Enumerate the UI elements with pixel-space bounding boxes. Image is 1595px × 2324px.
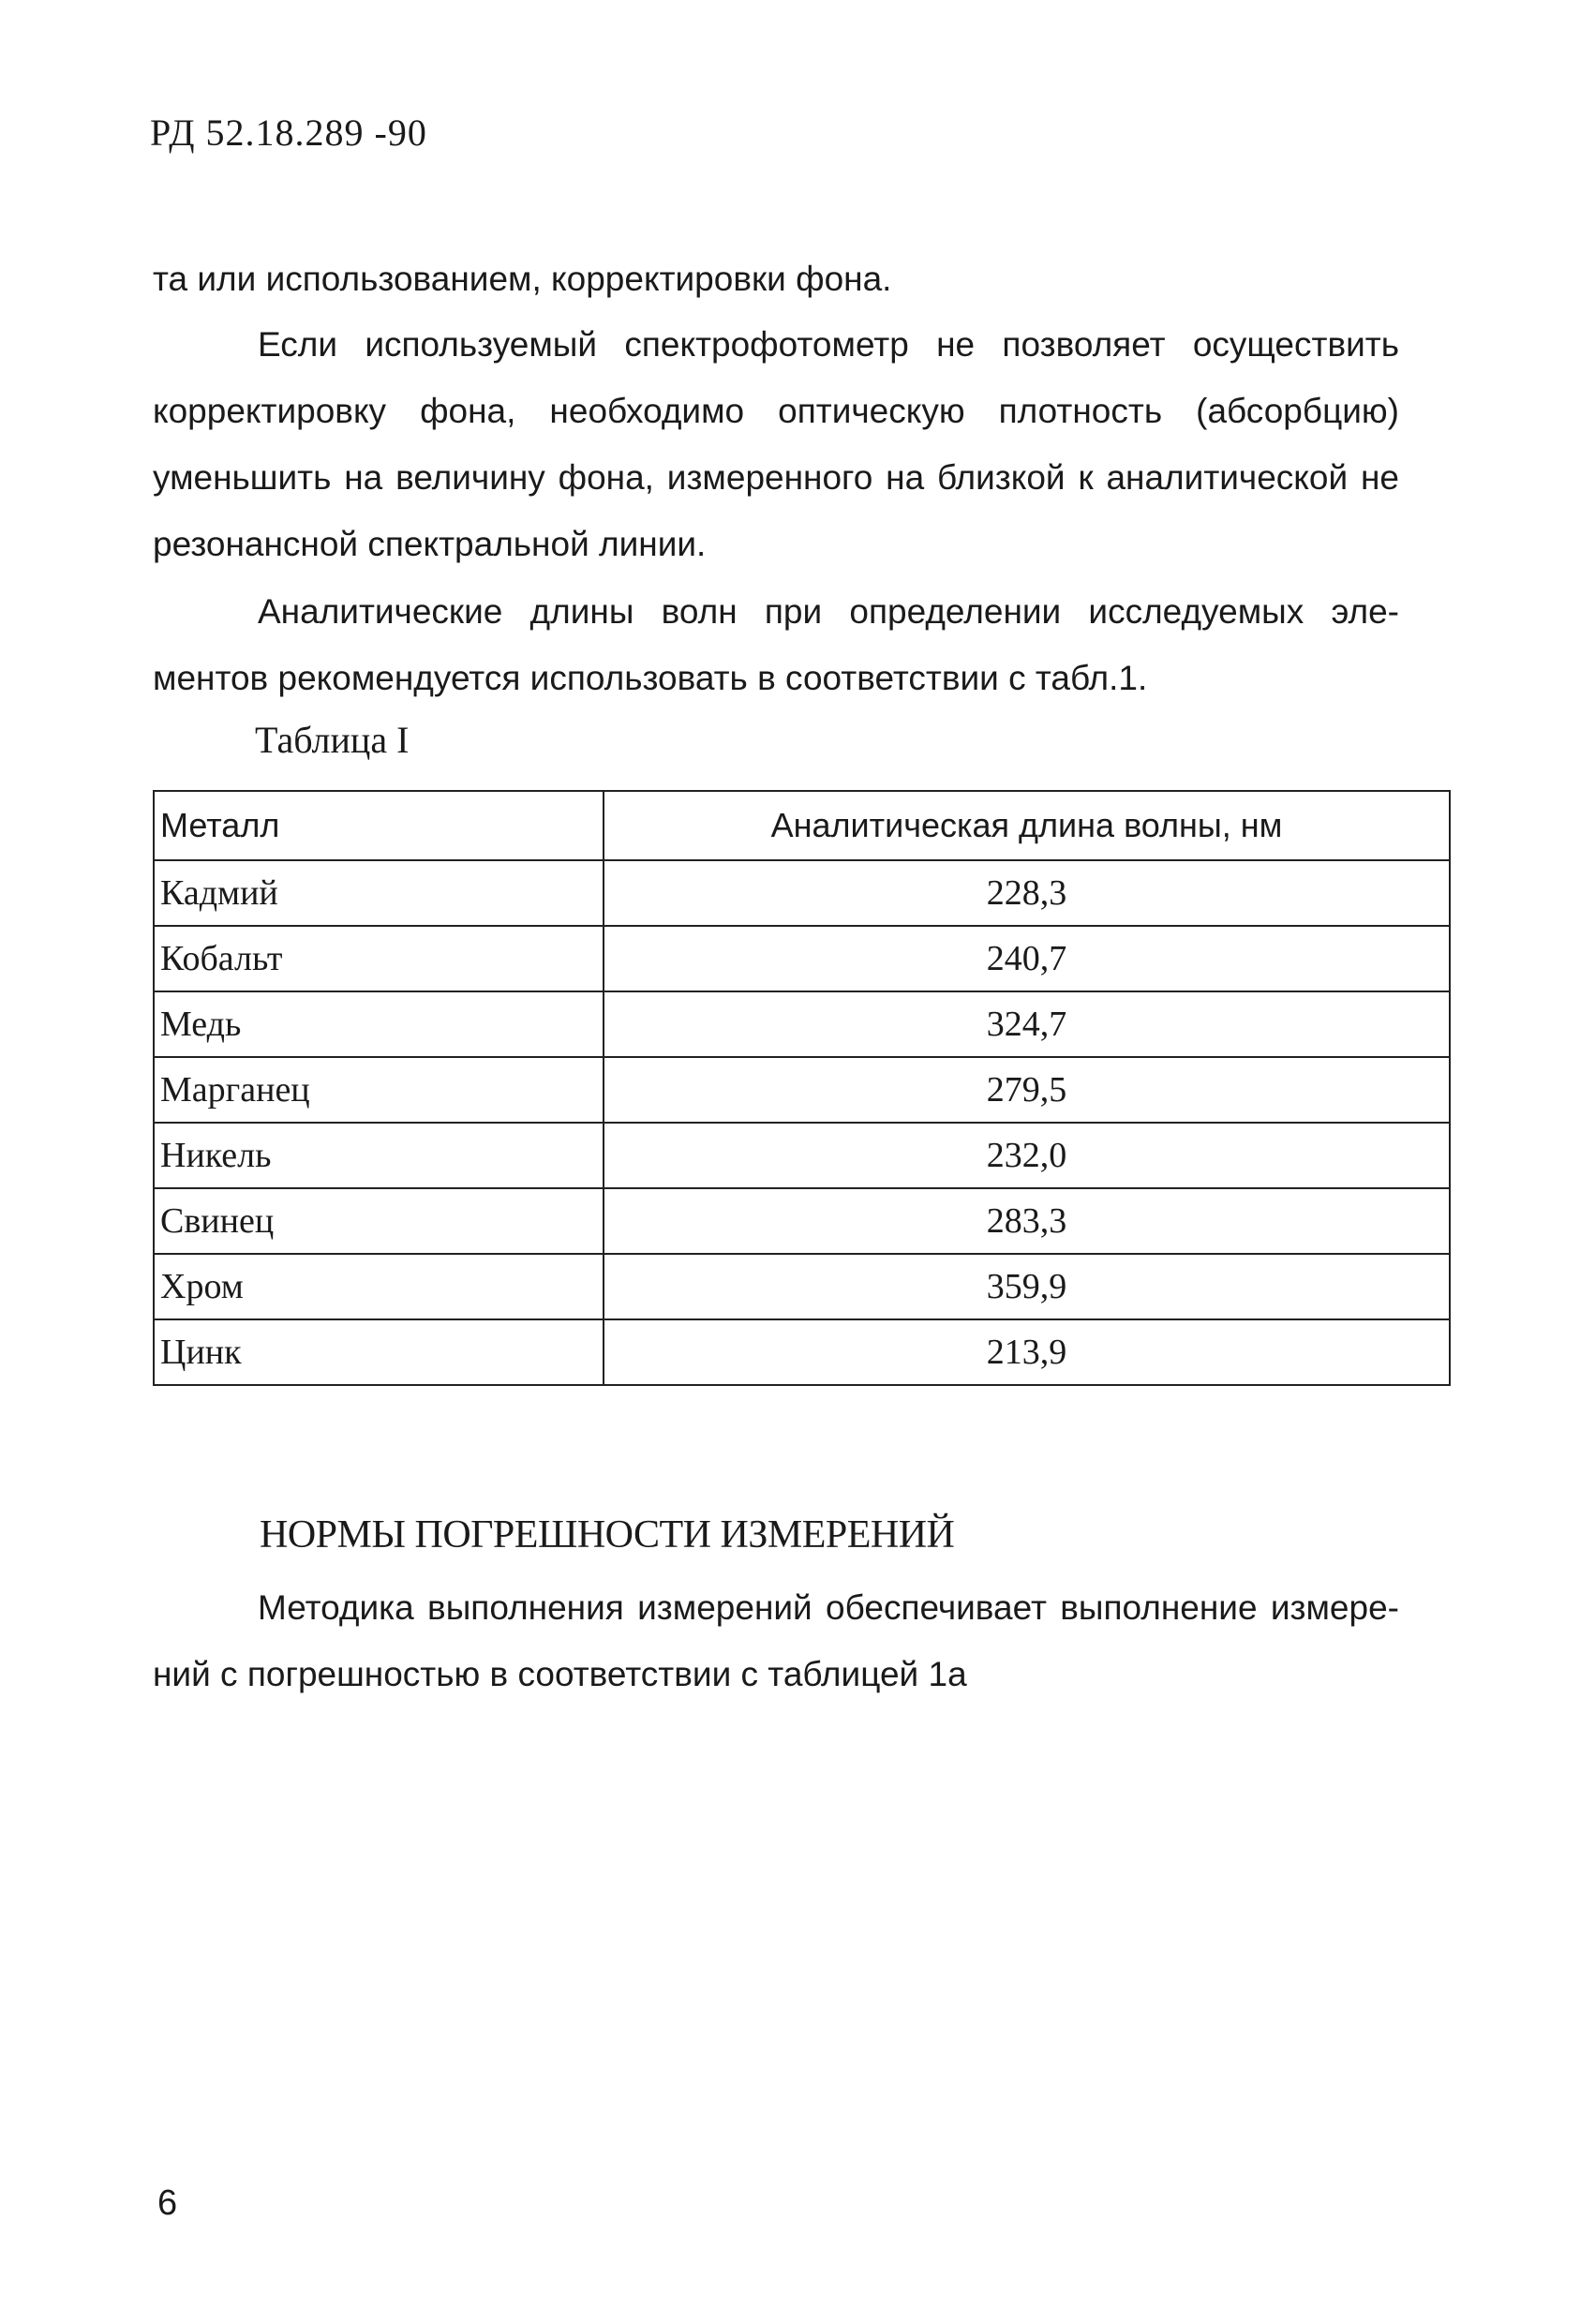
wavelength-table [153, 790, 1451, 1386]
table-header-metal: Металл [154, 791, 604, 860]
table-row [154, 991, 1450, 1057]
paragraph-line: Если используемый спектрофотометр не позволяет осуществить [258, 325, 1399, 364]
wavelength-value: 228,3 [604, 860, 1450, 926]
paragraph-line: ний с погрешностью в соответствии с таблицей 1а [153, 1655, 967, 1693]
table-row [154, 860, 1450, 926]
wavelength-value: 324,7 [604, 991, 1450, 1057]
table-header-row [154, 791, 1450, 860]
paragraph-measurement-norms [153, 1574, 1399, 1707]
paragraph-line: та или использованием, корректировки фона. [153, 260, 892, 298]
paragraph-background-correction [153, 311, 1399, 577]
wavelength-value: 279,5 [604, 1057, 1450, 1123]
wavelength-value: 213,9 [604, 1319, 1450, 1385]
wavelength-value: 232,0 [604, 1123, 1450, 1188]
paragraph-line: корректировку фона, необходимо оптическую плотность (абсорбцию) [153, 392, 1399, 430]
wavelength-value: 240,7 [604, 926, 1450, 991]
paragraph-wavelengths [153, 578, 1399, 711]
wavelength-value: 283,3 [604, 1188, 1450, 1254]
table-row [154, 1123, 1450, 1188]
section-title: НОРМЫ ПОГРЕШНОСТИ ИЗМЕРЕНИЙ [260, 1513, 955, 1557]
table-row [154, 1057, 1450, 1123]
paragraph-line: Аналитические длины волн при определении исследуемых эле- [258, 592, 1399, 631]
paragraph-line: Методика выполнения измерений обеспечивает выполнение измере- [258, 1588, 1399, 1627]
metal-name: Кобальт [154, 926, 604, 991]
metal-name: Медь [154, 991, 604, 1057]
table-caption: Таблица I [255, 719, 410, 761]
metal-name: Хром [154, 1254, 604, 1319]
page-number: 6 [157, 2183, 178, 2223]
metal-name: Кадмий [154, 860, 604, 926]
paragraph-line: ментов рекомендуется использовать в соответствии с табл.1. [153, 659, 1148, 697]
metal-name: Никель [154, 1123, 604, 1188]
table-row [154, 926, 1450, 991]
table-row [154, 1319, 1450, 1385]
metal-name: Марганец [154, 1057, 604, 1123]
document-code: РД 52.18.289 -90 [150, 112, 427, 154]
paragraph-line: уменьшить на величину фона, измеренного на близкой к аналитической не [153, 458, 1399, 497]
wavelength-value: 359,9 [604, 1254, 1450, 1319]
table-row [154, 1188, 1450, 1254]
paragraph-continuation [153, 246, 1399, 312]
metal-name: Свинец [154, 1188, 604, 1254]
table-row [154, 1254, 1450, 1319]
metal-name: Цинк [154, 1319, 604, 1385]
table-header-wavelength: Аналитическая длина волны, нм [604, 791, 1450, 860]
paragraph-line: резонансной спектральной линии. [153, 525, 707, 563]
